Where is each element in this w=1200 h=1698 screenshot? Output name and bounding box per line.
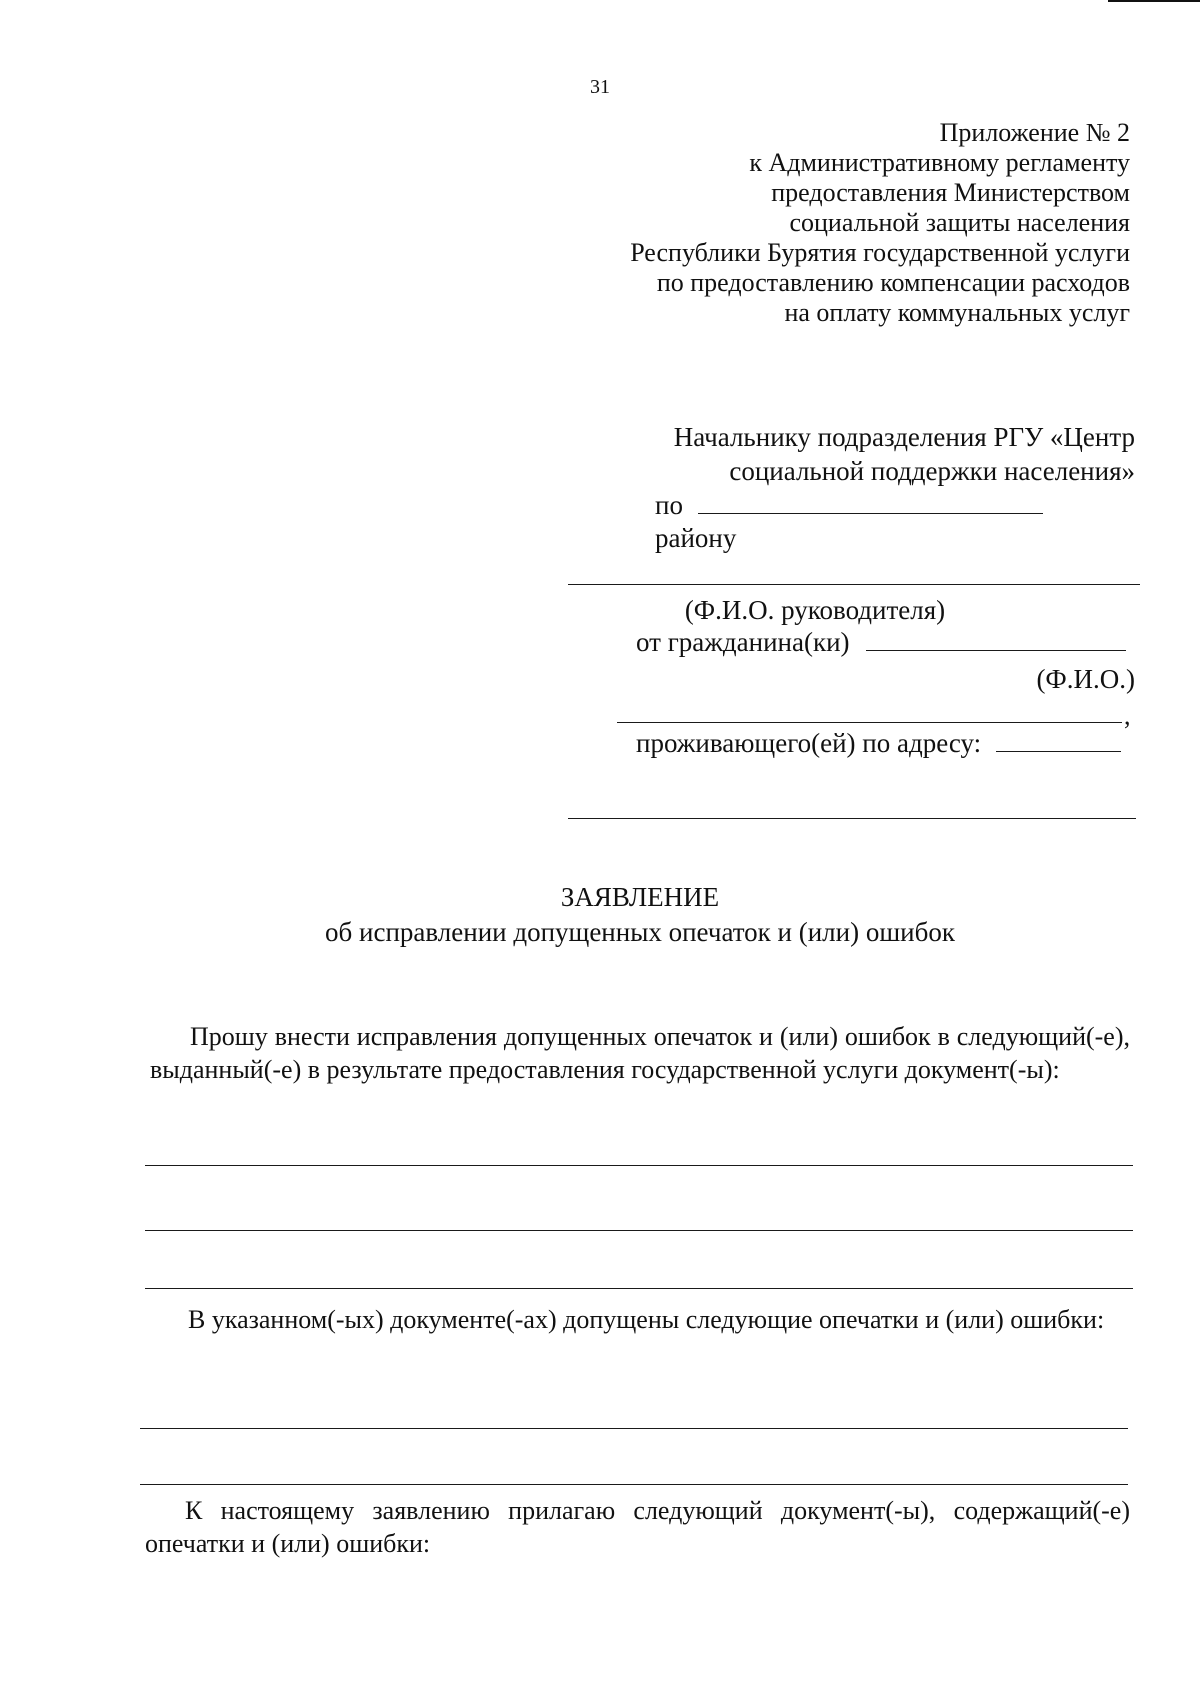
comma-mark: , <box>1124 701 1131 730</box>
from-citizen-line <box>636 626 1136 659</box>
fio-caption: (Ф.И.О.) <box>1036 664 1135 694</box>
head-caption: (Ф.И.О. руководителя) <box>684 595 946 625</box>
addressee-block <box>450 420 1135 488</box>
district-field[interactable] <box>698 491 1043 514</box>
residing-label: проживающего(ей) по адресу: <box>636 728 982 758</box>
document-subtitle: об исправлении допущенных опечаток и (или) ошибок <box>325 917 955 947</box>
paragraph-errors-text: В указанном(-ых) документе(-ах) допущены следующие опечатки и (или) ошибки: <box>188 1305 1105 1334</box>
addressee-line-1: Начальнику подразделения РГУ «Центр <box>673 422 1135 452</box>
paragraph-attachments-text: К настоящему заявлению прилагаю следующий документ(-ы), содержащий(-е) опечатки и (или) ошибки: <box>145 1496 1130 1558</box>
page-number: 31 <box>590 76 610 98</box>
paragraph-attachments <box>145 1494 1130 1560</box>
citizen-extra-field[interactable] <box>617 722 1122 723</box>
citizen-name-field[interactable] <box>866 628 1126 651</box>
residing-line <box>636 727 1136 760</box>
appendix-block <box>400 118 1130 328</box>
address-continuation-field[interactable] <box>568 818 1136 819</box>
rayonu-label: району <box>655 522 737 553</box>
errors-field-2[interactable] <box>140 1484 1128 1485</box>
po-label: по <box>655 490 683 520</box>
appendix-line: по предоставлению компенсации расходов <box>656 268 1130 297</box>
paragraph-request <box>150 1020 1130 1086</box>
head-name-field[interactable] <box>568 584 1140 585</box>
district-line <box>655 489 1135 555</box>
paragraph-request-text: Прошу внести исправления допущенных опечаток и (или) ошибок в следующий(-е), выданный(-е) в результате предоставления государственной услуги документ(-ы): <box>150 1022 1130 1084</box>
document-field-3[interactable] <box>145 1288 1133 1289</box>
from-citizen-label: от гражданина(ки) <box>636 627 850 657</box>
appendix-line: на оплату коммунальных услуг <box>784 298 1130 327</box>
document-field-2[interactable] <box>145 1230 1133 1231</box>
appendix-line: Приложение № 2 <box>939 118 1130 147</box>
appendix-line: к Административному регламенту <box>749 148 1130 177</box>
appendix-line: Республики Бурятия государственной услуги <box>630 238 1130 267</box>
address-field[interactable] <box>996 729 1121 752</box>
errors-field-1[interactable] <box>140 1428 1128 1429</box>
appendix-line: социальной защиты населения <box>789 208 1130 237</box>
appendix-line: предоставления Министерством <box>771 178 1130 207</box>
paragraph-errors <box>148 1303 1130 1336</box>
document-title: ЗАЯВЛЕНИЕ <box>560 882 720 912</box>
document-field-1[interactable] <box>145 1165 1133 1166</box>
addressee-line-2: социальной поддержки населения» <box>729 456 1135 486</box>
scan-corner-mark <box>1108 0 1200 2</box>
